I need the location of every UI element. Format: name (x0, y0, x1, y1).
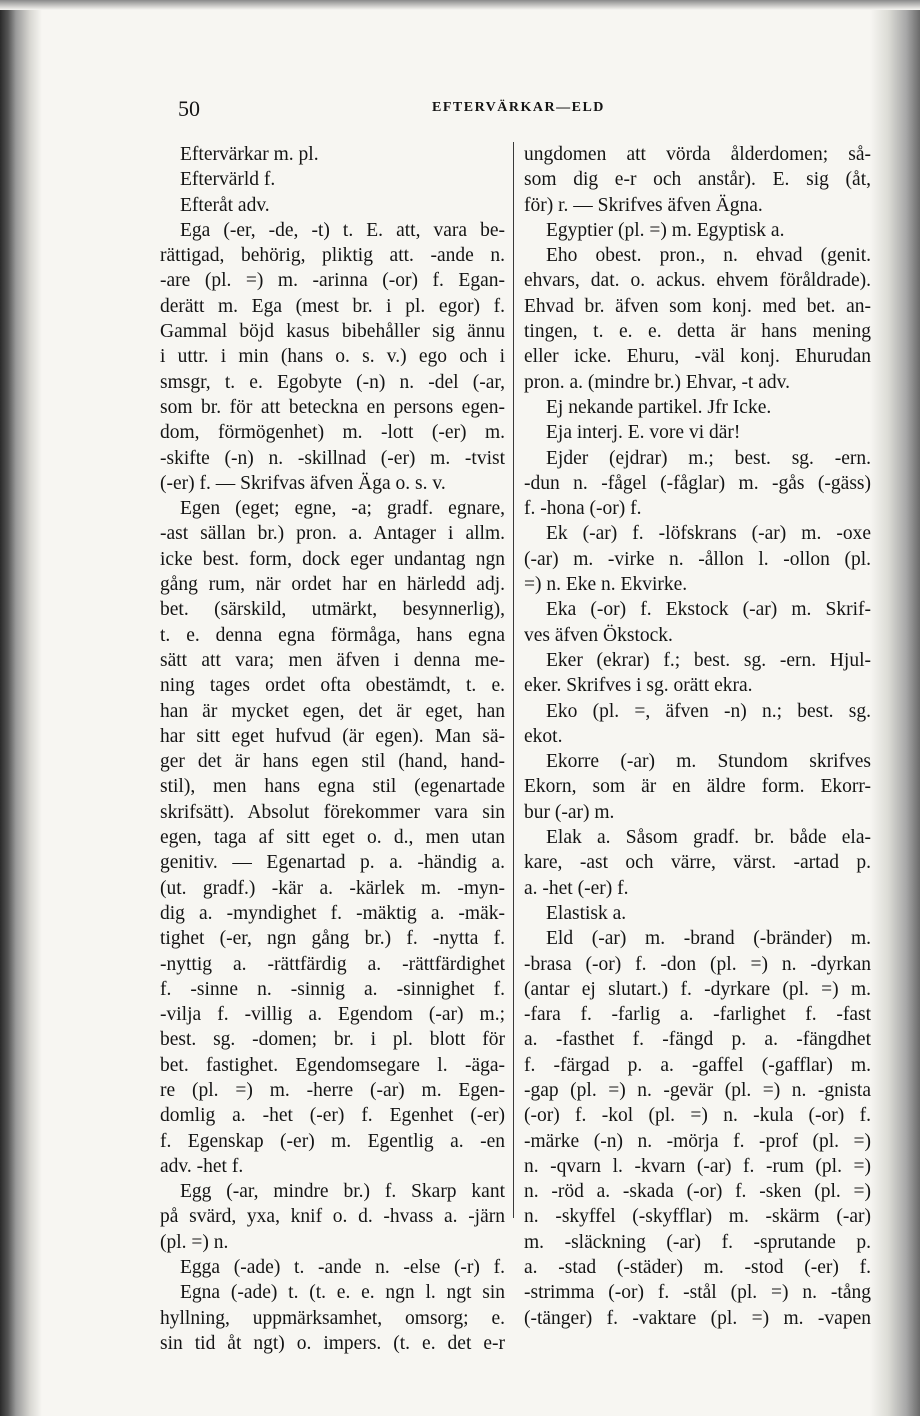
right-column-line: a. -stad (-städer) m. -stod (-er) f. (524, 1257, 871, 1279)
right-column-line: -märke (-n) n. -mörja f. -prof (pl. =) (524, 1130, 871, 1152)
right-column-line: pron. a. (mindre br.) Ehvar, -t adv. (524, 371, 790, 393)
scan-edge-top (0, 0, 920, 10)
right-column-line: Ehvad br. äfven som konj. med bet. an- (524, 295, 871, 317)
right-column-line: -fara f. -farlig a. -farlighet f. -fast (524, 1004, 871, 1026)
right-column-line: Ej nekande partikel. Jfr Icke. (546, 396, 772, 418)
dictionary-column-right (524, 142, 871, 1331)
right-column-line: (-ar) m. -virke n. -ållon l. -ollon (pl. (524, 548, 871, 570)
right-column-line: ungdomen att vörda ålderdomen; så- (524, 144, 871, 165)
left-column-line: -ast sällan br.) pron. a. Antager i allm. (160, 523, 505, 545)
right-column-line: Elastisk a. (546, 902, 627, 924)
left-column-line: re (pl. =) m. -herre (-ar) m. Egen- (160, 1079, 505, 1101)
scan-edge-right (870, 0, 920, 1416)
left-column-line: derätt m. Ega (mest br. i pl. egor) f. (160, 295, 505, 317)
left-column-line: (ut. gradf.) -kär a. -kärlek m. -myn- (160, 877, 505, 899)
right-column-line: Ejder (ejdrar) m.; best. sg. -ern. (546, 447, 871, 469)
dictionary-column-left (160, 142, 505, 1356)
left-column-line: hyllning, uppmärksamhet, omsorg; e. (160, 1307, 505, 1329)
right-column-line: Ekorn, som är en äldre form. Ekorr- (524, 776, 871, 798)
left-column-line: skrifsätt). Absolut förekommer vara sin (160, 801, 505, 823)
right-column-line: Eker (ekrar) f.; best. sg. -ern. Hjul- (546, 649, 871, 671)
left-column-line: (-er) f. — Skrifvas äfven Äga o. s. v. (160, 472, 446, 494)
left-column-line: (pl. =) n. (160, 1231, 229, 1253)
right-column-line: Eko (pl. =, äfven -n) n.; best. sg. (546, 700, 871, 722)
left-column-line: Eftervärld f. (180, 169, 276, 191)
left-column-line: Egg (-ar, mindre br.) f. Skarp kant (180, 1181, 505, 1203)
left-column-line: som br. för att beteckna en persons egen- (160, 396, 505, 418)
left-column-line: dig a. -myndighet f. -mäktig a. -mäk- (160, 902, 505, 924)
left-column-line: -nyttig a. -rättfärdig a. -rättfärdighet (160, 953, 505, 975)
left-column-line: bet. fastighet. Egendomsegare l. -äga- (160, 1054, 505, 1076)
left-column-line: sätt att vara; men äfven i denna me- (160, 649, 505, 671)
page-header (160, 96, 880, 124)
right-column-line: kare, -ast och värre, värst. -artad p. (524, 852, 871, 874)
left-column-line: Ega (-er, -de, -t) t. E. att, vara be- (180, 219, 505, 241)
left-column-line: egen, taga af sitt eget o. d., men utan (160, 827, 505, 849)
right-column-line: ehvars, dat. o. ackus. ehvem föråldrade). (524, 270, 871, 292)
right-column-line: n. -qvarn l. -kvarn (-ar) f. -rum (pl. =) (524, 1155, 871, 1177)
right-column-line: (antar ej slutart.) f. -dyrkare (pl. =) m. (524, 978, 871, 1000)
right-column-line: f. -färgad p. a. -gaffel (-gafflar) m. (524, 1054, 871, 1076)
right-column-line: tingen, t. e. e. detta är hans mening (524, 321, 871, 343)
scan-edge-left (0, 0, 42, 1416)
right-column-line: ekot. (524, 725, 563, 747)
right-column-line: (-tänger) f. -vaktare (pl. =) m. -vapen (524, 1307, 871, 1329)
left-column-line: tighet (-er, ngn gång br.) f. -nytta f. (160, 928, 505, 950)
left-column-line: Egga (-ade) t. -ande n. -else (-r) f. (180, 1257, 505, 1279)
left-column-line: adv. -het f. (160, 1155, 244, 1177)
right-column-line: Elak a. Såsom gradf. br. både ela- (546, 827, 871, 849)
left-column-line: gång rum, när ordet har en härledd adj. (160, 574, 505, 596)
left-column-line: dom, förmögenhet) m. -lott (-er) m. (160, 422, 505, 444)
right-column-line: n. -skyffel (-skyfflar) m. -skärm (-ar) (524, 1206, 871, 1228)
left-column-line: smsgr, t. e. Egobyte (-n) n. -del (-ar, (160, 371, 505, 393)
left-column-line: Gammal böjd kasus bibehåller sig ännu (160, 321, 505, 343)
left-column-line: domlig a. -het (-er) f. Egenhet (-er) (160, 1105, 505, 1127)
right-column-line: Egyptier (pl. =) m. Egyptisk a. (546, 219, 785, 241)
page-number: 50 (178, 96, 200, 121)
right-column-line: (-or) f. -kol (pl. =) n. -kula (-or) f. (524, 1105, 871, 1127)
left-column-line: sin tid åt ngt) o. impers. (t. e. det e-r (160, 1332, 505, 1354)
right-column-line: eller icke. Ehuru, -väl konj. Ehurudan (524, 346, 871, 368)
left-column-line: på svärd, yxa, knif o. d. -hvass a. -järn (160, 1206, 505, 1228)
right-column-line: -strimma (-or) f. -stål (pl. =) n. -tång (524, 1282, 871, 1304)
right-column-line: m. -släckning (-ar) f. -sprutande p. (524, 1231, 871, 1253)
left-column-line: best. sg. -domen; br. i pl. blott för (160, 1029, 505, 1051)
right-column-line: ves äfven Ökstock. (524, 624, 673, 646)
right-column-line: Eld (-ar) m. -brand (-bränder) m. (546, 928, 871, 950)
left-column-line: bet. (särskild, utmärkt, besynnerlig), (160, 599, 505, 621)
left-column-line: Egen (eget; egne, -a; gradf. egnare, (180, 498, 505, 520)
left-column-line: stil), men hans egna stil (egenartade (160, 776, 505, 798)
left-column-line: icke best. form, dock eger undantag ngn (160, 548, 505, 570)
right-column-line: eker. Skrifves i sg. orätt ekra. (524, 675, 753, 697)
running-head: EFTERVÄRKAR—ELD (432, 100, 605, 115)
right-column-line: Eja interj. E. vore vi där! (546, 422, 741, 444)
column-divider (513, 142, 514, 1218)
left-column-line: -vilja f. -villig a. Egendom (-ar) m.; (160, 1004, 505, 1026)
left-column-line: f. -sinne n. -sinnig a. -sinnighet f. (160, 978, 505, 1000)
right-column-line: Ekorre (-ar) m. Stundom skrifves (546, 751, 871, 773)
right-column-line: =) n. Eke n. Ekvirke. (524, 574, 688, 596)
right-column-line: Eka (-or) f. Ekstock (-ar) m. Skrif- (546, 599, 871, 621)
right-column-line: för) r. — Skrifves äfven Ägna. (524, 194, 763, 216)
right-column-line: a. -fasthet f. -fängd p. a. -fängdhet (524, 1029, 871, 1051)
left-column-line: -are (pl. =) m. -arinna (-or) f. Egan- (160, 270, 505, 292)
left-column-line: Efteråt adv. (180, 194, 270, 216)
right-column-line: n. -röd a. -skada (-or) f. -sken (pl. =) (524, 1181, 871, 1203)
left-column-line: rättigad, behörig, pliktig att. -ande n. (160, 245, 505, 267)
left-column-line: -skifte (-n) n. -skillnad (-er) m. -tvist (160, 447, 505, 469)
right-column-line: som dig e-r och anstår). E. sig (åt, (524, 169, 871, 191)
right-column-line: -gap (pl. =) n. -gevär (pl. =) n. -gnista (524, 1079, 871, 1101)
left-column-line: har sitt eget hufvud (är egen). Man sä- (160, 725, 505, 747)
left-column-line: han är mycket egen, det är eget, han (160, 700, 505, 722)
right-column-line: Ek (-ar) f. -löfskrans (-ar) m. -oxe (546, 523, 871, 545)
left-column-line: Egna (-ade) t. (t. e. e. ngn l. ngt sin (180, 1282, 505, 1304)
right-column-line: a. -het (-er) f. (524, 877, 629, 899)
left-column-line: ger det är hans egen stil (hand, hand- (160, 751, 505, 773)
left-column-line: Eftervärkar m. pl. (180, 144, 319, 165)
left-column-line: ning tages ordet ofta obestämdt, t. e. (160, 675, 505, 697)
left-column-line: t. e. denna egna förmåga, hans egna (160, 624, 505, 646)
right-column-line: -brasa (-or) f. -don (pl. =) n. -dyrkan (524, 953, 871, 975)
left-column-line: genitiv. — Egenartad p. a. -händig a. (160, 852, 505, 874)
right-column-line: f. -hona (-or) f. (524, 498, 642, 520)
right-column-line: bur (-ar) m. (524, 801, 615, 823)
left-column-line: i uttr. i min (hans o. s. v.) ego och i (160, 346, 505, 368)
right-column-line: Eho obest. pron., n. ehvad (genit. (546, 245, 871, 267)
left-column-line: f. Egenskap (-er) m. Egentlig a. -en (160, 1130, 505, 1152)
right-column-line: -dun n. -fågel (-fåglar) m. -gås (-gäss) (524, 472, 871, 494)
